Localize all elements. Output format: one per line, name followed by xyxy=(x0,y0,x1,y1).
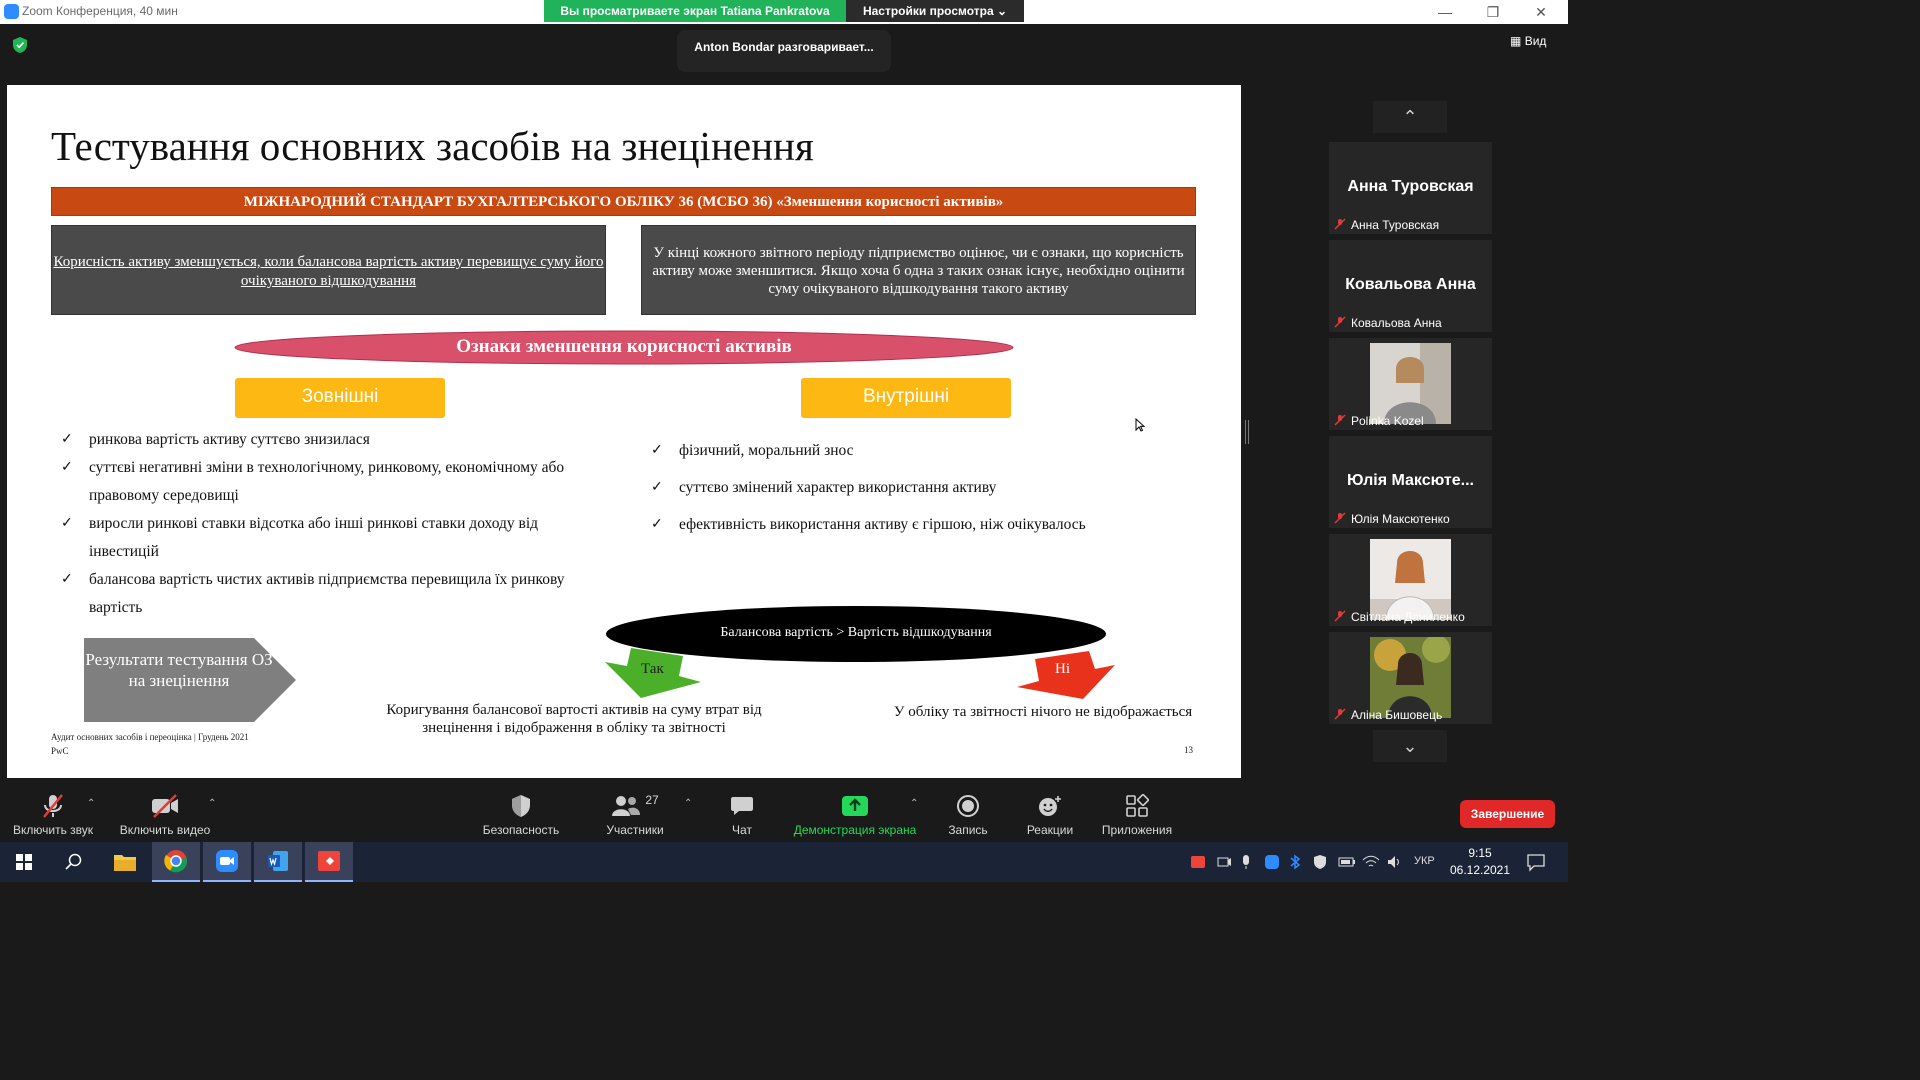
battery-icon[interactable] xyxy=(1338,854,1356,873)
share-options-caret[interactable]: ⌃ xyxy=(910,798,919,809)
muted-mic-icon xyxy=(1334,414,1346,426)
viewing-share-banner: Вы просматриваете экран Tatiana Pankratova xyxy=(544,0,846,22)
participant-tile[interactable] xyxy=(1329,534,1492,626)
taskbar-clock[interactable] xyxy=(1448,845,1512,879)
checkmark-icon: ✓ xyxy=(61,432,73,447)
security-button[interactable] xyxy=(476,792,566,837)
word-icon xyxy=(266,849,290,873)
gallery-scroll-up-button[interactable]: ⌃ xyxy=(1373,101,1447,133)
gallery-scroll-down-button[interactable]: ⌄ xyxy=(1373,730,1447,762)
participant-tile[interactable] xyxy=(1329,142,1492,234)
zoom-icon xyxy=(215,849,239,873)
active-speaker-indicator: Anton Bondar разговаривает... xyxy=(677,30,891,72)
tray-app-icon[interactable] xyxy=(1190,854,1206,873)
participant-name: Юлія Максютенко xyxy=(1351,512,1450,526)
tray-microphone-icon[interactable] xyxy=(1240,854,1252,873)
search-icon xyxy=(65,853,83,871)
windows-taskbar xyxy=(0,842,1568,882)
clock-date: 06.12.2021 xyxy=(1449,863,1511,877)
tray-camera-icon[interactable] xyxy=(1216,854,1232,873)
list-item: ✓ балансова вартість чистих активів підприємства перевищила їх ринкову вартість xyxy=(61,566,601,622)
checkmark-icon: ✓ xyxy=(651,443,663,458)
participant-display-name: Ковальова Анна xyxy=(1345,276,1476,293)
participant-tile[interactable] xyxy=(1329,240,1492,332)
standard-banner: МІЖНАРОДНИЙ СТАНДАРТ БУХГАЛТЕРСЬКОГО ОБЛІКУ 36 (МСБО 36) «Зменшення корисності активів» xyxy=(51,187,1196,216)
reactions-label: Реакции xyxy=(1026,823,1074,837)
internal-signs-label: Внутрішні xyxy=(801,378,1011,418)
participant-tile[interactable] xyxy=(1329,632,1492,724)
no-label: Ні xyxy=(1055,661,1070,677)
checkmark-icon: ✓ xyxy=(61,572,73,587)
apps-icon xyxy=(1125,794,1149,818)
tray-zoom-icon[interactable] xyxy=(1264,854,1280,873)
notifications-icon[interactable] xyxy=(1526,852,1546,875)
language-indicator[interactable]: УКР xyxy=(1414,855,1435,867)
checkmark-icon: ✓ xyxy=(61,460,73,475)
taskbar-chrome[interactable] xyxy=(152,842,200,882)
restore-button[interactable]: ❐ xyxy=(1486,4,1500,20)
end-meeting-button[interactable]: Завершение xyxy=(1460,800,1555,828)
checkmark-icon: ✓ xyxy=(651,480,663,495)
wifi-icon[interactable] xyxy=(1362,854,1380,873)
audio-options-caret[interactable]: ⌃ xyxy=(87,798,96,809)
record-label: Запись xyxy=(948,823,988,837)
defender-shield-icon[interactable] xyxy=(1312,854,1328,873)
share-screen-label: Демонстрация экрана xyxy=(793,823,917,837)
participants-icon xyxy=(611,794,641,818)
reaction-emoji-icon xyxy=(1037,794,1063,818)
taskbar-anydesk[interactable] xyxy=(305,842,353,882)
volume-icon[interactable] xyxy=(1386,854,1404,873)
security-label: Безопасность xyxy=(482,823,560,837)
participant-name: Polinka Kozel xyxy=(1351,414,1424,428)
participant-video xyxy=(1370,343,1451,424)
muted-mic-icon xyxy=(1334,610,1346,622)
record-icon xyxy=(956,794,980,818)
participants-label: Участники xyxy=(606,823,664,837)
muted-mic-icon xyxy=(1334,218,1346,230)
shared-screen-slide xyxy=(7,85,1241,778)
remote-desktop-icon xyxy=(317,849,341,873)
window-title: Zoom Конференция, 40 мин xyxy=(22,4,178,18)
participants-button[interactable] xyxy=(594,792,676,837)
bluetooth-icon[interactable] xyxy=(1289,854,1301,873)
footer-company: PwC xyxy=(51,746,69,756)
list-item: ✓ виросли ринкові ставки відсотка або інші ринкові ставки доходу від інвестицій xyxy=(61,510,601,566)
video-off-icon xyxy=(150,793,180,819)
start-video-label: Включить видео xyxy=(119,823,211,837)
list-item: ✓ ринкова вартість активу суттєво знизилася xyxy=(61,426,601,454)
meeting-toolbar xyxy=(0,784,1568,840)
footer-line: Аудит основних засобів і переоцінка | Грудень 2021 xyxy=(51,732,249,742)
unmute-button[interactable] xyxy=(6,792,100,837)
no-outcome-text: У обліку та звітності нічого не відображається xyxy=(893,704,1193,720)
checkmark-icon: ✓ xyxy=(61,516,73,531)
taskbar-search-button[interactable] xyxy=(50,842,98,882)
slide-footer xyxy=(51,730,249,758)
security-shield-icon xyxy=(510,794,532,818)
list-item: ✓ ефективність використання активу є гіршою, ніж очікувалось xyxy=(651,506,1211,543)
list-item: ✓ суттєві негативні зміни в технологічному, ринковому, економічному або правовому середовищі xyxy=(61,454,601,510)
definition-box: Корисність активу зменшується, коли балансова вартість активу перевищує суму його очікуваного відшкодування xyxy=(51,225,606,315)
participant-name: Анна Туровская xyxy=(1351,218,1440,232)
grid-icon: ▦ xyxy=(1510,34,1522,48)
panel-resize-handle[interactable] xyxy=(1245,420,1249,444)
chat-bubble-icon xyxy=(730,795,754,817)
participant-tile[interactable] xyxy=(1329,436,1492,528)
muted-microphone-icon xyxy=(40,793,66,819)
participant-name: Ковальова Анна xyxy=(1351,316,1442,330)
unmute-label: Включить звук xyxy=(12,823,94,837)
folder-icon xyxy=(113,852,137,872)
balance-condition: Балансова вартість > Вартість відшкодування xyxy=(720,625,992,640)
signs-title: Ознаки зменшення корисності активів xyxy=(456,336,792,357)
start-video-button[interactable] xyxy=(114,792,216,837)
page-number: 13 xyxy=(1184,745,1193,755)
minimize-button[interactable]: — xyxy=(1438,4,1452,20)
share-screen-button[interactable] xyxy=(786,792,924,837)
muted-mic-icon xyxy=(1334,512,1346,524)
security-shield-icon[interactable] xyxy=(13,37,27,53)
chat-label: Чат xyxy=(732,823,752,837)
list-item: ✓ суттєво змінений характер використання активу xyxy=(651,469,1211,506)
mouse-cursor-icon xyxy=(1135,418,1145,432)
participant-display-name: Юлія Максюте... xyxy=(1347,472,1474,489)
close-button[interactable]: ✕ xyxy=(1535,4,1547,20)
yes-label: Так xyxy=(641,661,664,677)
chrome-icon xyxy=(164,849,188,873)
checkmark-icon: ✓ xyxy=(651,517,663,532)
clock-time: 9:15 xyxy=(1468,846,1492,860)
yes-outcome-text: Коригування балансової вартості активів на суму втрат від знецінення і відображення в обліку та звітності xyxy=(386,702,762,736)
participant-name: Аліна Бишовець xyxy=(1351,708,1443,722)
taskbar-zoom[interactable] xyxy=(203,842,251,882)
list-item: ✓ фізичний, моральний знос xyxy=(651,432,1211,469)
assessment-box: У кінці кожного звітного періоду підприємство оцінює, чи є ознаки, що корисність активу може зменшитися. Якщо хоча б одна з таких ознак існує, необхідно оцінити суму очікуваного відшкодування такого активу xyxy=(641,225,1196,315)
start-button[interactable] xyxy=(0,842,48,882)
view-layout-button[interactable] xyxy=(1510,34,1546,48)
internal-signs-list xyxy=(651,432,1211,543)
slide-title: Тестування основних засобів на знецінення xyxy=(51,123,814,169)
external-signs-list xyxy=(61,426,601,622)
participant-video xyxy=(1370,539,1451,620)
participant-display-name: Анна Туровская xyxy=(1347,178,1474,195)
view-label: Вид xyxy=(1524,34,1547,48)
results-arrow-label: Результати тестування ОЗ на знецінення xyxy=(85,650,273,690)
record-button[interactable] xyxy=(940,792,996,837)
share-screen-icon xyxy=(841,795,869,817)
view-settings-button[interactable]: Настройки просмотра ⌄ xyxy=(846,0,1024,22)
participants-options-caret[interactable]: ⌃ xyxy=(684,798,693,809)
muted-mic-icon xyxy=(1334,316,1346,328)
participants-count: 27 xyxy=(645,793,659,807)
chat-button[interactable] xyxy=(716,792,768,837)
apps-button[interactable] xyxy=(1094,792,1180,837)
participant-tile[interactable] xyxy=(1329,338,1492,430)
taskbar-explorer[interactable] xyxy=(101,842,149,882)
taskbar-word[interactable] xyxy=(254,842,302,882)
apps-label: Приложения xyxy=(1101,823,1173,837)
reactions-button[interactable] xyxy=(1018,792,1082,837)
zoom-app-icon xyxy=(4,4,19,19)
muted-mic-icon xyxy=(1334,708,1346,720)
external-signs-label: Зовнішні xyxy=(235,378,445,418)
windows-logo-icon xyxy=(16,854,32,870)
participant-name: Світлана Даниленко xyxy=(1351,610,1465,624)
video-options-caret[interactable]: ⌃ xyxy=(208,798,217,809)
participant-video xyxy=(1370,637,1451,718)
